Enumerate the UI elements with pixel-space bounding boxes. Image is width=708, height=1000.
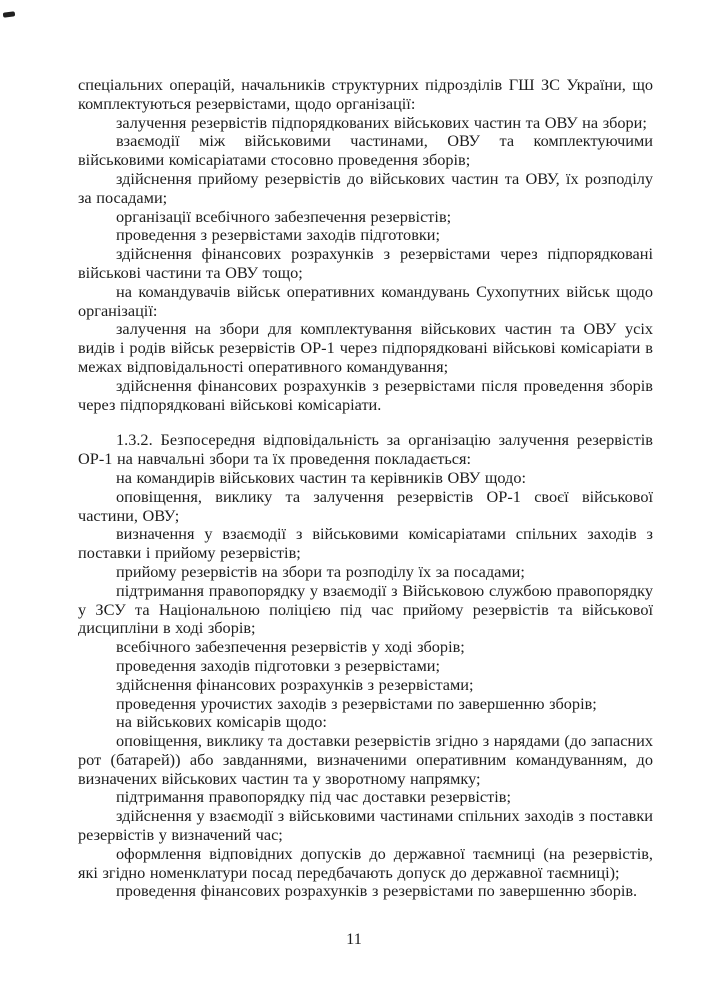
body-paragraph: прийому резервістів на збори та розподілу їх за посадами; bbox=[116, 561, 525, 581]
body-paragraph: залучення резервістів підпорядкованих військових частин та ОВУ на збори; bbox=[116, 112, 647, 132]
body-paragraph: оповіщення, виклику та залучення резервістів ОР-1 своєї військової частини, ОВУ; bbox=[78, 486, 653, 525]
body-paragraph: підтримання правопорядку у взаємодії з Військовою службою правопорядку у ЗСУ та Національною поліцією під час прийому резервістів та військової дисципліни в ході зборів; bbox=[78, 580, 653, 638]
body-paragraph: проведення заходів підготовки з резервістами; bbox=[116, 655, 441, 675]
section-paragraph-1-3-2: 1.3.2. Безпосередня відповідальність за організацію залучення резервістів ОР-1 на навчальні збори та їх проведення покладається: bbox=[78, 430, 653, 469]
page-text-block bbox=[78, 76, 653, 901]
body-paragraph: на військових комісарів щодо: bbox=[116, 712, 327, 732]
body-paragraph: здійснення фінансових розрахунків з резервістами; bbox=[116, 674, 474, 694]
body-paragraph: здійснення фінансових розрахунків з резервістами після проведення зборів через підпорядковані військові комісаріати. bbox=[78, 375, 653, 414]
body-paragraph: визначення у взаємодії з військовими комісаріатами спільних заходів з поставки і прийому резервістів; bbox=[78, 524, 653, 563]
body-paragraph: проведення з резервістами заходів підготовки; bbox=[116, 225, 441, 245]
body-paragraph: підтримання правопорядку під час доставки резервістів; bbox=[116, 787, 511, 807]
body-paragraph: на командирів військових частин та керівників ОВУ щодо: bbox=[116, 467, 526, 487]
page-number: 11 bbox=[346, 929, 362, 948]
body-paragraph: взаємодії між військовими частинами, ОВУ та комплектуючими військовими комісаріатами стосовно проведення зборів; bbox=[78, 131, 653, 170]
body-paragraph: проведення фінансових розрахунків з резервістами по завершенню зборів. bbox=[116, 881, 638, 901]
body-paragraph: організації всебічного забезпечення резервістів; bbox=[116, 206, 452, 226]
body-paragraph: здійснення у взаємодії з військовими частинами спільних заходів з поставки резервістів у визначений час; bbox=[78, 806, 653, 845]
body-paragraph: оформлення відповідних допусків до державної таємниці (на резервістів, які згідно номенклатури посад передбачають допуск до державної таємниці); bbox=[78, 843, 653, 882]
body-paragraph: здійснення прийому резервістів до військових частин та ОВУ, їх розподілу за посадами; bbox=[78, 168, 653, 207]
scan-artifact-mark bbox=[3, 11, 16, 17]
body-paragraph: оповіщення, виклику та доставки резервістів згідно з нарядами (до запасних рот (батарей)) або завданнями, визначеними оперативним командуванням, до визначених військових частин та у зворотному напрямку; bbox=[78, 731, 653, 788]
body-paragraph: залучення на збори для комплектування військових частин та ОВУ усіх видів і родів військ резервістів ОР-1 через підпорядковані військові комісаріати в межах відповідальності оперативного командування; bbox=[78, 319, 653, 376]
body-paragraph: всебічного забезпечення резервістів у ході зборів; bbox=[116, 637, 465, 657]
body-paragraph: проведення урочистих заходів з резервістами по завершенню зборів; bbox=[116, 693, 597, 713]
body-paragraph: спеціальних операцій, начальників структурних підрозділів ГШ ЗС України, що комплектуються резервістами, щодо організації: bbox=[78, 75, 653, 113]
body-paragraph: здійснення фінансових розрахунків з резервістами через підпорядковані військові частини та ОВУ тощо; bbox=[78, 244, 653, 282]
body-paragraph: на командувачів військ оперативних командувань Сухопутних військ щодо організації: bbox=[78, 281, 653, 320]
